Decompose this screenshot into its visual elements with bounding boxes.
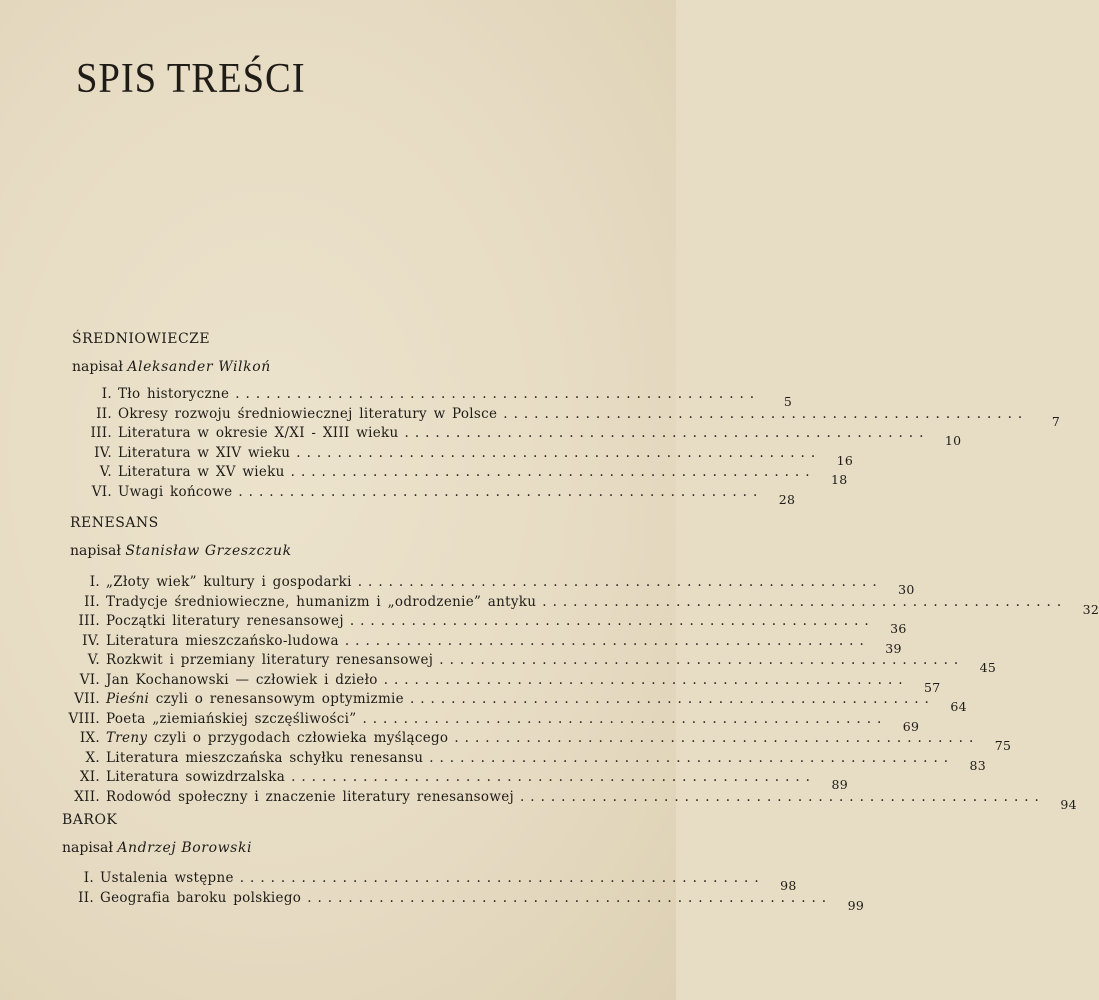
chapter-title-rest: czyli o renesansowym optymizmie bbox=[149, 691, 404, 707]
page-number: 89 bbox=[831, 777, 848, 792]
page-number: 94 bbox=[1060, 796, 1077, 812]
page-number: 5 bbox=[783, 394, 793, 409]
page-number: 28 bbox=[778, 491, 796, 507]
chapter-number: IX. bbox=[79, 730, 100, 746]
section-heading-sredniowiecze: ŚREDNIOWIECZE bbox=[72, 331, 211, 347]
chapter-number: III. bbox=[78, 613, 100, 629]
chapter-title: Literatura w okresie X/XI - XIII wieku bbox=[118, 425, 399, 441]
chapter-number: III. bbox=[90, 425, 112, 441]
chapter-number: II. bbox=[96, 405, 112, 422]
chapter-title: Okresy rozwoju średniowiecznej literatury w Polsce bbox=[118, 405, 498, 422]
chapter-title: Geografia baroku polskiego bbox=[100, 889, 302, 906]
page-number: 64 bbox=[950, 699, 967, 714]
page-number: 57 bbox=[924, 679, 941, 695]
chapter-number: I. bbox=[83, 870, 94, 886]
chapter-number: V. bbox=[99, 464, 112, 480]
toc-entry: I. Ustalenia wstępne ................................................... 98 bbox=[60, 868, 618, 888]
page-number: 16 bbox=[836, 452, 854, 468]
chapter-title: Tradycje średniowieczne, humanizm i „odrodzenie” antyku bbox=[106, 593, 537, 610]
author-prefix: napisał bbox=[72, 359, 123, 375]
toc-entry: IV. Literatura mieszczańsko-ludowa ................................................... 39 bbox=[66, 631, 618, 651]
toc-entry: VIII. Poeta „ziemiańskiej szczęśliwości” ................................................... 69 bbox=[66, 709, 618, 729]
page-number: 30 bbox=[898, 582, 915, 597]
toc-entry: I. „Złoty wiek” kultury i gospodarki ................................................... 30 bbox=[66, 572, 618, 592]
author-name: Andrzej Borowski bbox=[117, 840, 253, 856]
page-number: 10 bbox=[944, 433, 962, 448]
page-number: 45 bbox=[979, 660, 997, 675]
page-number: 7 bbox=[1051, 413, 1061, 429]
page-number: 69 bbox=[902, 718, 920, 734]
section-author bbox=[70, 543, 292, 559]
chapter-title: Początki literatury renesansowej bbox=[106, 613, 344, 629]
author-name: Stanisław Grzeszczuk bbox=[125, 543, 292, 559]
toc-entry: II. Geografia baroku polskiego ................................................... 99 bbox=[60, 888, 618, 908]
page-number: 32 bbox=[1082, 601, 1099, 617]
chapter-title-rest: czyli o przygodach człowieka myślącego bbox=[147, 730, 449, 746]
section-heading-barok: BAROK bbox=[62, 812, 118, 828]
chapter-number: I. bbox=[101, 386, 112, 402]
toc-entry: II. Okresy rozwoju średniowiecznej literatury w Polsce ................................................... 7 bbox=[78, 404, 618, 424]
chapter-number: V. bbox=[87, 652, 100, 668]
chapter-title: Poeta „ziemiańskiej szczęśliwości” bbox=[106, 710, 357, 727]
toc-entry: I. Tło historyczne ................................................... 5 bbox=[78, 384, 618, 404]
chapter-number: VI. bbox=[91, 483, 112, 500]
chapter-number: X. bbox=[85, 749, 100, 766]
chapter-title: Literatura w XIV wieku bbox=[118, 444, 291, 461]
chapter-title: Ustalenia wstępne bbox=[100, 870, 234, 886]
section-heading-renesans: RENESANS bbox=[70, 515, 159, 531]
toc-entry: VI. Uwagi końcowe ................................................... 28 bbox=[78, 482, 618, 502]
toc-entry: III. Literatura w okresie X/XI - XIII wieku ................................................... 10 bbox=[78, 423, 618, 443]
chapter-title: Rodowód społeczny i znaczenie literatury renesansowej bbox=[106, 788, 514, 805]
chapter-number: I. bbox=[89, 574, 100, 590]
chapter-number: VIII. bbox=[68, 710, 100, 727]
section-author bbox=[72, 359, 271, 375]
chapter-title bbox=[106, 729, 448, 749]
chapter-number: XI. bbox=[79, 769, 100, 785]
toc-entry: IX. Treny czyli o przygodach człowieka myślącego ................................................... 75 bbox=[66, 728, 618, 748]
author-prefix: napisał bbox=[62, 840, 113, 856]
chapter-title bbox=[106, 690, 404, 710]
page-number: 99 bbox=[847, 897, 865, 913]
toc-entry: X. Literatura mieszczańska schyłku renesansu ................................................... 83 bbox=[66, 748, 618, 768]
chapter-number: VI. bbox=[79, 671, 100, 688]
chapter-title: „Złoty wiek” kultury i gospodarki bbox=[106, 574, 352, 590]
chapter-number: IV. bbox=[82, 632, 100, 649]
page-number: 36 bbox=[890, 621, 907, 636]
section-author bbox=[62, 840, 252, 856]
toc-entry: III. Początki literatury renesansowej ................................................... 36 bbox=[66, 611, 618, 631]
toc-entry: VII. Pieśni czyli o renesansowym optymizmie ................................................... 64 bbox=[66, 689, 618, 709]
toc-entry: VI. Jan Kochanowski — człowiek i dzieło ................................................... 57 bbox=[66, 670, 618, 690]
toc-entry: II. Tradycje średniowieczne, humanizm i „odrodzenie” antyku ................................................... 32 bbox=[66, 592, 618, 612]
chapter-number: IV. bbox=[94, 444, 112, 461]
page-title: SPIS TREŚCI bbox=[76, 56, 306, 102]
chapter-title: Literatura mieszczańska schyłku renesansu bbox=[106, 749, 424, 766]
toc-entry: XI. Literatura sowizdrzalska ................................................... 89 bbox=[66, 767, 618, 787]
page-number: 39 bbox=[885, 640, 902, 656]
chapter-title: Literatura mieszczańsko-ludowa bbox=[106, 632, 339, 649]
toc-list-sredniowiecze bbox=[78, 384, 1061, 507]
toc-list-renesans bbox=[66, 572, 1099, 812]
chapter-number: XII. bbox=[74, 788, 100, 805]
page-number: 83 bbox=[969, 757, 987, 773]
page-number: 75 bbox=[994, 738, 1012, 753]
toc-entry: V. Rozkwit i przemiany literatury renesansowej ................................................... 45 bbox=[66, 650, 618, 670]
author-prefix: napisał bbox=[70, 543, 121, 559]
chapter-title: Uwagi końcowe bbox=[118, 483, 233, 500]
chapter-number: II. bbox=[84, 593, 100, 610]
chapter-title: Literatura sowizdrzalska bbox=[106, 769, 286, 785]
page-number: 18 bbox=[831, 472, 848, 487]
chapter-title-italic: Pieśni bbox=[106, 691, 150, 707]
chapter-number: VII. bbox=[74, 691, 100, 707]
chapter-title-italic: Treny bbox=[106, 730, 148, 746]
toc-entry: V. Literatura w XV wieku ................................................... 18 bbox=[78, 462, 618, 482]
chapter-number: II. bbox=[78, 889, 94, 906]
toc-entry: IV. Literatura w XIV wieku ................................................... 16 bbox=[78, 443, 618, 463]
toc-entry: XII. Rodowód społeczny i znaczenie literatury renesansowej ................................................... 94 bbox=[66, 787, 618, 807]
page-number: 98 bbox=[780, 878, 797, 893]
author-name: Aleksander Wilkoń bbox=[127, 359, 271, 375]
toc-list-barok bbox=[60, 868, 865, 913]
chapter-title: Jan Kochanowski — człowiek i dzieło bbox=[106, 671, 378, 688]
chapter-title: Literatura w XV wieku bbox=[118, 464, 285, 480]
chapter-title: Rozkwit i przemiany literatury renesansowej bbox=[106, 652, 434, 668]
chapter-title: Tło historyczne bbox=[118, 386, 230, 402]
